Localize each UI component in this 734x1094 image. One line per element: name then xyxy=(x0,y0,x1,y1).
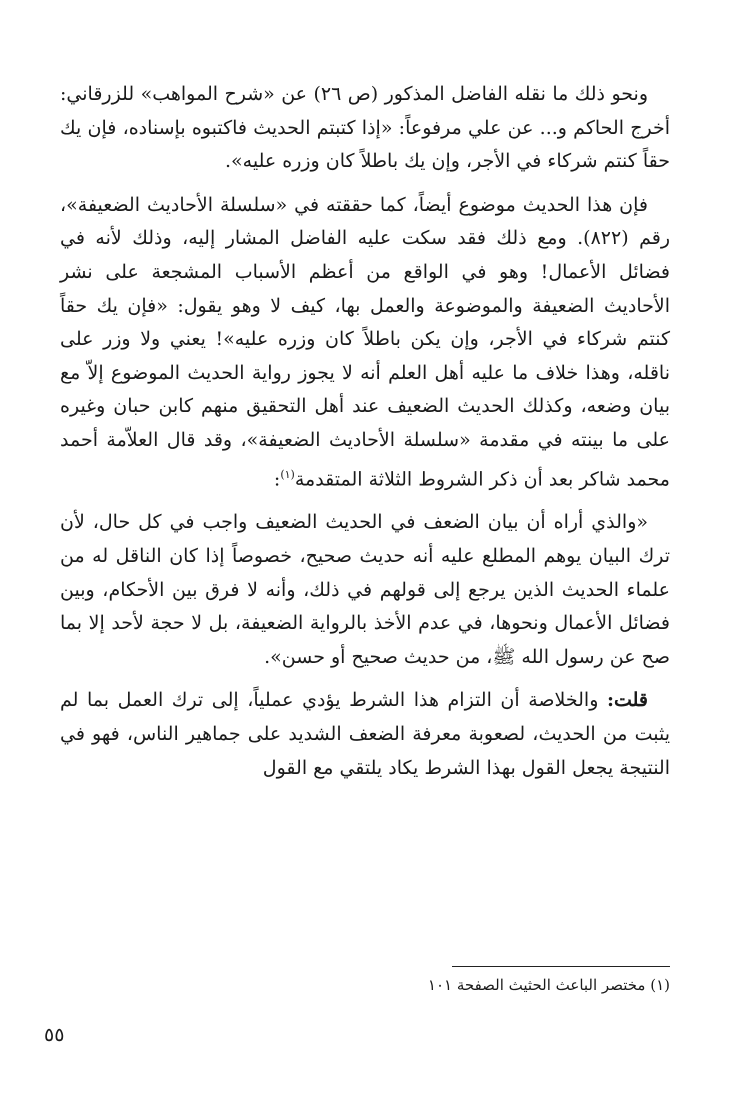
paragraph-4 xyxy=(60,684,670,785)
main-text xyxy=(60,78,670,795)
footnote-reference[interactable]: (١) xyxy=(280,467,295,481)
footnote: (١) مختصر الباعث الحثيث الصفحة ١٠١ xyxy=(427,976,670,994)
quotation-paragraph: «والذي أراه أن بيان الضعف في الحديث الضعيف واجب في كل حال، لأن ترك البيان يوهم المطلع عليه أنه حديث صحيح، خصوصاً إذا كان الناقل له من علماء الحديث الذين يرجع إلى قولهم في ذلك، وأنه لا فرق بين الأحكام، وبين فضائل الأعمال ونحوها، في عدم الأخذ بالرواية الضعيفة، بل لا حجة لأحد إلا بما صح عن رسول الله ﷺ، من حديث صحيح أو حسن». xyxy=(60,511,670,668)
page-number: ٥٥ xyxy=(44,1024,65,1046)
paragraph-2-text: فإن هذا الحديث موضوع أيضاً، كما حققته في «سلسلة الأحاديث الضعيفة»، رقم (٨٢٢). ومع ذلك فقد سكت عليه الفاضل المشار إليه، وذلك لأنه في فضائل الأعمال! وهو في الواقع من أعظم الأسباب المشجعة على نشر الأحاديث الضعيفة والموضوعة والعمل بها، كيف لا وهو يقول: «فإن يك حقاً كنتم شركاء في الأجر، وإن يكن باطلاً كان وزره عليه»! يعني ولا وزر على ناقله، وهذا خلاف ما عليه أهل العلم أنه لا يجوز رواية الحديث الموضوع إلاّ مع بيان وضعه، وكذلك الحديث الضعيف عند أهل التحقيق منهم كابن حبان وغيره على ما بينته في مقدمة «سلسلة الأحاديث الضعيفة»، وقد قال العلاّمة أحمد محمد شاكر بعد أن ذكر الشروط الثلاثة المتقدمة xyxy=(60,193,670,490)
paragraph-1: ونحو ذلك ما نقله الفاضل المذكور (ص ٢٦) عن «شرح المواهب» للزرقاني: أخرج الحاكم و... عن علي مرفوعاً: «إذا كتبتم الحديث فاكتبوه بإسناده، فإن يك حقاً كنتم شركاء في الأجر، وإن يك باطلاً كان وزره عليه». xyxy=(60,83,670,173)
footnote-divider xyxy=(452,966,670,967)
paragraph-2 xyxy=(60,189,670,497)
paragraph-4-label: قلت: xyxy=(606,689,648,712)
paragraph-2-colon: : xyxy=(273,467,281,490)
paragraph-4-text: والخلاصة أن التزام هذا الشرط يؤدي عملياً، إلى ترك العمل بما لم يثبت من الحديث، لصعوبة معرفة الضعف الشديد على جماهير الناس، فهو في النتيجة يجعل القول بهذا الشرط يكاد يلتقي مع القول xyxy=(60,689,670,779)
